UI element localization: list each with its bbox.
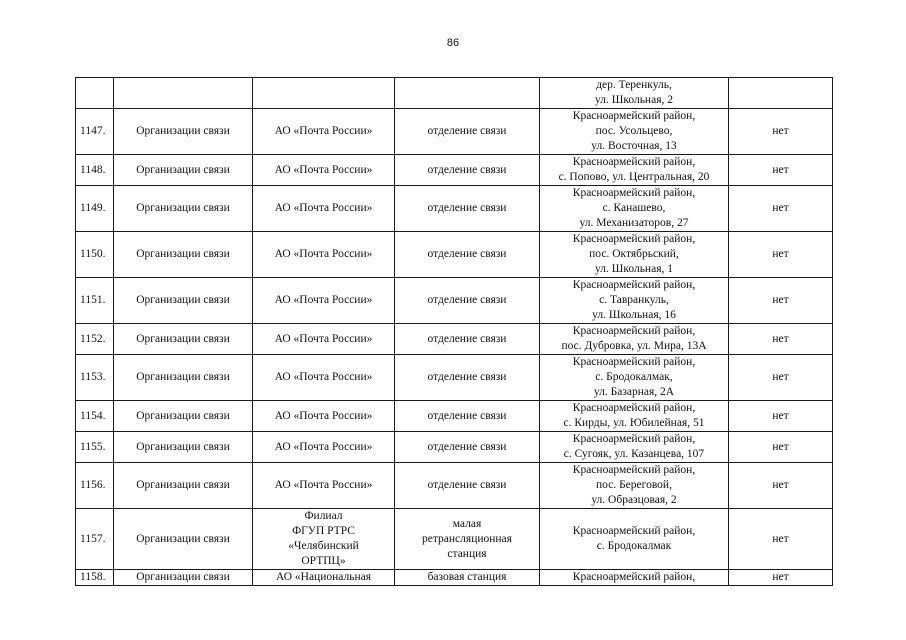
facilities-table xyxy=(75,77,833,586)
page-number: 86 xyxy=(446,37,460,49)
address-cell xyxy=(540,78,729,109)
row-number-cell: 1150. xyxy=(76,232,114,278)
address-cell-line: ул. Базарная, 2А xyxy=(593,386,675,398)
category-cell: Организации связи xyxy=(114,432,253,463)
category-cell: Организации связи xyxy=(114,278,253,324)
table-row xyxy=(76,570,833,586)
facility-type-cell xyxy=(395,463,540,509)
address-cell-line: с. Тавранкуль, xyxy=(599,294,669,306)
category-cell: Организации связи xyxy=(114,570,253,586)
category-cell: Организации связи xyxy=(114,324,253,355)
facility-type-cell xyxy=(395,401,540,432)
row-number-cell: 1147. xyxy=(76,109,114,155)
facility-type-cell-line: станция xyxy=(447,547,487,560)
facility-type-cell xyxy=(395,232,540,278)
facility-type-cell-line: базовая станция xyxy=(427,571,507,583)
address-cell xyxy=(540,232,729,278)
table-row xyxy=(76,155,833,186)
address-cell xyxy=(540,109,729,155)
organization-cell-line: ФГУП РТРС xyxy=(292,525,355,537)
row-number-cell: 1154. xyxy=(76,401,114,432)
row-number-cell: 1151. xyxy=(76,278,114,324)
facility-type-cell-line: отделение связи xyxy=(427,371,507,383)
category-cell: Организации связи xyxy=(114,463,253,509)
organization-cell xyxy=(253,570,395,586)
address-cell-line: Красноармейский район, xyxy=(572,110,696,122)
organization-cell xyxy=(253,186,395,232)
category-cell: Организации связи xyxy=(114,509,253,570)
address-cell xyxy=(540,355,729,401)
address-cell xyxy=(540,155,729,186)
table-row xyxy=(76,355,833,401)
table-row xyxy=(76,232,833,278)
category-cell xyxy=(114,78,253,109)
address-cell-line: с. Бродокалмак xyxy=(596,540,672,552)
organization-cell-line: АО «Почта России» xyxy=(274,479,373,491)
organization-cell-line: АО «Почта России» xyxy=(274,440,373,453)
address-cell-line: Красноармейский район, xyxy=(572,433,696,445)
address-cell-line: Красноармейский район, xyxy=(572,156,696,168)
table-row xyxy=(76,278,833,324)
row-number-cell: 1155. xyxy=(76,432,114,463)
address-cell-line: Красноармейский район, xyxy=(572,187,696,199)
address-cell-line: с. Канашево, xyxy=(602,202,666,214)
category-cell: Организации связи xyxy=(114,355,253,401)
organization-cell xyxy=(253,78,395,109)
table-row xyxy=(76,78,833,109)
facility-type-cell-line: отделение связи xyxy=(427,248,507,260)
facility-type-cell xyxy=(395,509,540,570)
note-cell: нет xyxy=(729,355,833,401)
address-cell-line: пос. Усольцево, xyxy=(595,125,673,137)
row-number-cell: 1156. xyxy=(76,463,114,509)
organization-cell-line: АО «Почта России» xyxy=(274,332,373,345)
organization-cell-line: ОРТПЦ» xyxy=(301,555,346,567)
address-cell xyxy=(540,509,729,570)
address-cell xyxy=(540,401,729,432)
address-cell-line: Красноармейский район, xyxy=(572,525,696,537)
table-row xyxy=(76,324,833,355)
organization-cell-line: АО «Почта России» xyxy=(274,409,373,422)
table-row xyxy=(76,401,833,432)
facility-type-cell-line: отделение связи xyxy=(427,163,507,176)
organization-cell xyxy=(253,432,395,463)
facility-type-cell-line: отделение связи xyxy=(427,294,507,306)
table-body xyxy=(76,78,833,586)
row-number-cell: 1158. xyxy=(76,570,114,586)
table-row xyxy=(76,186,833,232)
organization-cell xyxy=(253,463,395,509)
category-cell: Организации связи xyxy=(114,232,253,278)
address-cell xyxy=(540,186,729,232)
organization-cell xyxy=(253,109,395,155)
facility-type-cell xyxy=(395,432,540,463)
address-cell-line: Красноармейский район, xyxy=(572,325,696,337)
table-row xyxy=(76,109,833,155)
facility-type-cell xyxy=(395,186,540,232)
address-cell-line: Красноармейский район, xyxy=(572,464,696,476)
facility-type-cell-line: отделение связи xyxy=(427,125,507,137)
address-cell-line: Красноармейский район, xyxy=(572,279,696,291)
facility-type-cell-line: отделение связи xyxy=(427,202,507,214)
note-cell: нет xyxy=(729,109,833,155)
address-cell-line: дер. Теренкуль, xyxy=(596,79,672,91)
organization-cell-line: «Челябинский xyxy=(288,540,359,552)
address-cell-line: ул. Восточная, 13 xyxy=(591,140,677,152)
address-cell-line: ул. Школьная, 1 xyxy=(595,263,673,275)
organization-cell-line: АО «Почта России» xyxy=(274,125,373,137)
organization-cell xyxy=(253,155,395,186)
organization-cell xyxy=(253,355,395,401)
address-cell-line: пос. Октябрьский, xyxy=(589,248,679,260)
category-cell: Организации связи xyxy=(114,401,253,432)
row-number-cell: 1148. xyxy=(76,155,114,186)
organization-cell xyxy=(253,278,395,324)
organization-cell-line: АО «Почта России» xyxy=(274,294,373,306)
note-cell: нет xyxy=(729,432,833,463)
note-cell: нет xyxy=(729,570,833,586)
address-cell xyxy=(540,463,729,509)
address-cell-line: ул. Школьная, 2 xyxy=(595,94,673,106)
address-cell-line: Красноармейский район, xyxy=(572,571,696,583)
address-cell xyxy=(540,324,729,355)
facility-type-cell xyxy=(395,570,540,586)
facility-type-cell xyxy=(395,109,540,155)
organization-cell xyxy=(253,509,395,570)
organization-cell xyxy=(253,324,395,355)
organization-cell xyxy=(253,232,395,278)
facility-type-cell xyxy=(395,278,540,324)
address-cell-line: с. Сугояк, ул. Казанцева, 107 xyxy=(563,448,705,460)
facility-type-cell-line: ретрансляционная xyxy=(422,532,512,545)
facility-type-cell xyxy=(395,355,540,401)
organization-cell-line: АО «Почта России» xyxy=(274,202,373,214)
note-cell: нет xyxy=(729,463,833,509)
facility-type-cell-line: отделение связи xyxy=(427,440,507,453)
table-row xyxy=(76,432,833,463)
facility-type-cell xyxy=(395,78,540,109)
address-cell-line: с. Бродокалмак, xyxy=(595,371,673,383)
organization-cell xyxy=(253,401,395,432)
note-cell: нет xyxy=(729,155,833,186)
row-number-cell: 1153. xyxy=(76,355,114,401)
address-cell-line: пос. Береговой, xyxy=(596,479,672,491)
facility-type-cell-line: отделение связи xyxy=(427,479,507,491)
address-cell xyxy=(540,278,729,324)
facility-type-cell xyxy=(395,155,540,186)
row-number-cell: 1157. xyxy=(76,509,114,570)
note-cell: нет xyxy=(729,232,833,278)
organization-cell-line: АО «Почта России» xyxy=(274,163,373,176)
organization-cell-line: АО «Почта России» xyxy=(274,248,373,260)
table-row xyxy=(76,463,833,509)
facility-type-cell xyxy=(395,324,540,355)
row-number-cell: 1152. xyxy=(76,324,114,355)
row-number-cell xyxy=(76,78,114,109)
address-cell-line: пос. Дубровка, ул. Мира, 13А xyxy=(561,340,707,352)
organization-cell-line: АО «Национальная xyxy=(275,571,372,583)
category-cell: Организации связи xyxy=(114,186,253,232)
note-cell: нет xyxy=(729,509,833,570)
address-cell-line: ул. Механизаторов, 27 xyxy=(579,217,689,229)
address-cell-line: Красноармейский район, xyxy=(572,233,696,245)
row-number-cell: 1149. xyxy=(76,186,114,232)
address-cell-line: ул. Школьная, 16 xyxy=(592,309,676,321)
note-cell: нет xyxy=(729,324,833,355)
category-cell: Организации связи xyxy=(114,109,253,155)
note-cell: нет xyxy=(729,401,833,432)
note-cell: нет xyxy=(729,278,833,324)
address-cell-line: с. Кирды, ул. Юбилейная, 51 xyxy=(563,417,705,429)
facility-type-cell-line: малая xyxy=(452,517,482,530)
note-cell xyxy=(729,78,833,109)
address-cell-line: Красноармейский район, xyxy=(572,402,696,414)
facility-type-cell-line: отделение связи xyxy=(427,409,507,422)
address-cell-line: с. Попово, ул. Центральная, 20 xyxy=(558,171,710,183)
address-cell-line: ул. Образцовая, 2 xyxy=(591,494,677,506)
address-cell xyxy=(540,432,729,463)
note-cell: нет xyxy=(729,186,833,232)
organization-cell-line: Филиал xyxy=(304,510,343,522)
facility-type-cell-line: отделение связи xyxy=(427,332,507,345)
address-cell xyxy=(540,570,729,586)
address-cell-line: Красноармейский район, xyxy=(572,356,696,368)
table-row xyxy=(76,509,833,570)
category-cell: Организации связи xyxy=(114,155,253,186)
organization-cell-line: АО «Почта России» xyxy=(274,371,373,383)
